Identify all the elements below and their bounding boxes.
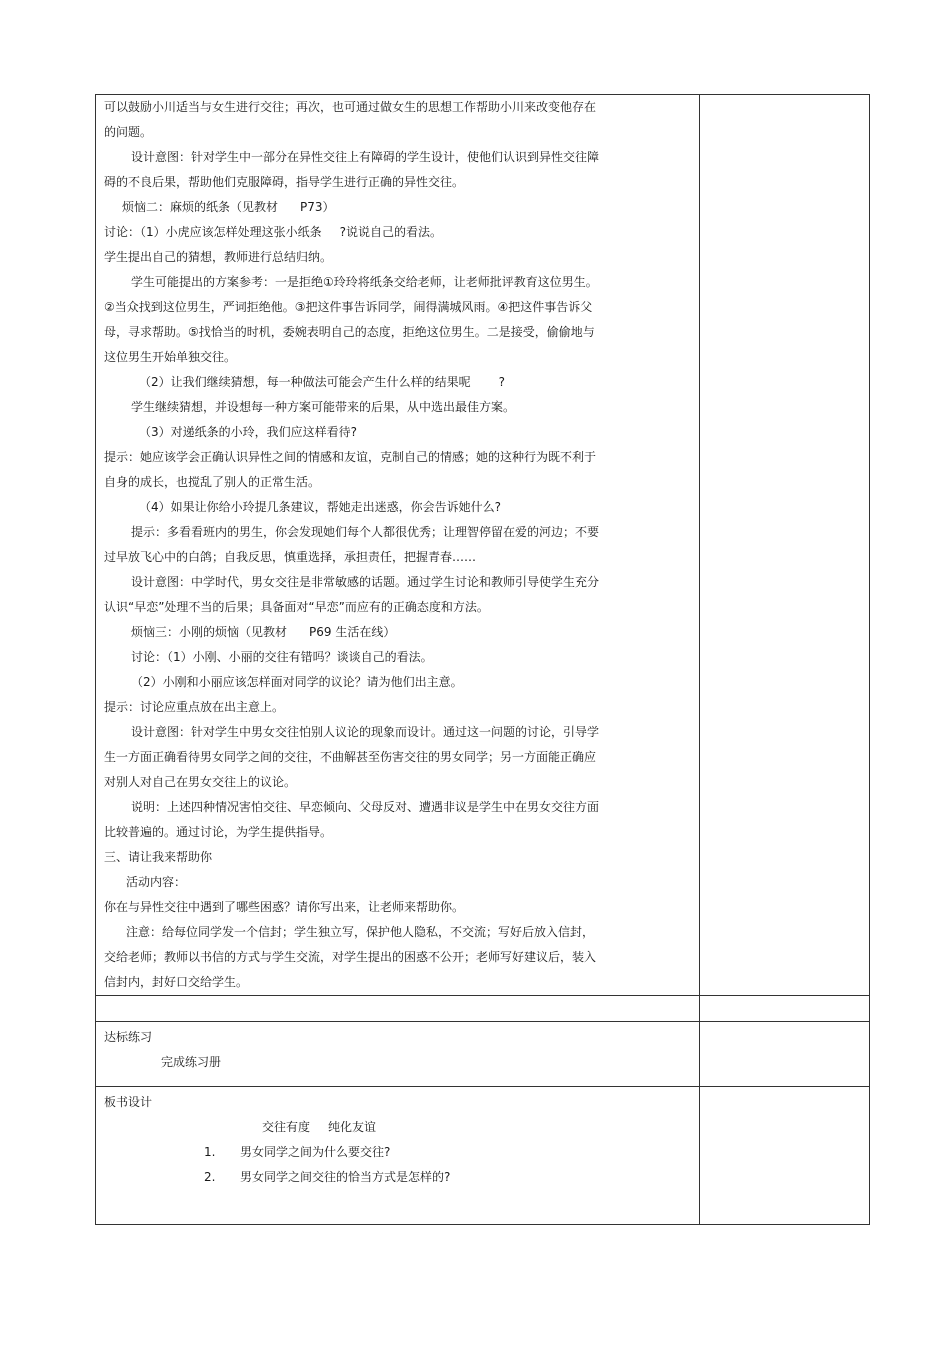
text-line bbox=[104, 620, 691, 645]
practice-notes-cell bbox=[700, 1022, 870, 1087]
text-line: 学生提出自己的猜想，教师进行总结归纳。 bbox=[104, 250, 333, 264]
board-row bbox=[96, 1087, 870, 1225]
text-line: 讨论：（1）小刚、小丽的交往有错吗？谈谈自己的看法。 bbox=[131, 650, 433, 664]
text-line: 可以鼓励小川适当与女生进行交往；再次，也可通过做女生的思想工作帮助小川来改变他存在 bbox=[104, 100, 597, 114]
text-line: 这位男生开始单独交往。 bbox=[104, 350, 237, 364]
main-content-cell bbox=[96, 95, 700, 996]
practice-row bbox=[96, 1022, 870, 1087]
board-notes-cell bbox=[700, 1087, 870, 1225]
text-line: （2）小刚和小丽应该怎样面对同学的议论？请为他们出主意。 bbox=[131, 675, 463, 689]
text-line: （4）如果让你给小玲提几条建议，帮她走出迷惑，你会告诉她什么? bbox=[139, 500, 502, 514]
text-line: 自身的成长，也搅乱了别人的正常生活。 bbox=[104, 475, 321, 489]
board-item bbox=[96, 1140, 699, 1165]
board-item-number: 1. bbox=[204, 1145, 216, 1159]
text-line: 认识“早恋”处理不当的后果；具备面对“早恋”而应有的正确态度和方法。 bbox=[104, 600, 489, 614]
content-row bbox=[96, 95, 870, 996]
text-span: 烦恼二：麻烦的纸条（见教材 bbox=[122, 200, 279, 214]
text-span: 讨论：（1）小虎应该怎样处理这张小纸条 bbox=[104, 225, 322, 239]
practice-title: 达标练习 bbox=[104, 1030, 153, 1044]
lesson-plan-page bbox=[95, 94, 869, 1225]
board-item-text: 男女同学之间交往的恰当方式是怎样的? bbox=[240, 1170, 451, 1184]
text-line bbox=[104, 195, 691, 220]
text-line: 交给老师；教师以书信的方式与学生交流，对学生提出的困惑不公开；老师写好建议后，装入 bbox=[104, 950, 597, 964]
section-heading: 三、请让我来帮助你 bbox=[104, 850, 213, 864]
text-line: 设计意图：针对学生中男女交往怕别人议论的现象而设计。通过这一问题的讨论，引导学 bbox=[131, 725, 600, 739]
board-heading-b: 纯化友谊 bbox=[328, 1120, 377, 1134]
text-line: 母，寻求帮助。⑤找恰当的时机，委婉表明自己的态度，拒绝这位男生。二是接受，偷偷地与 bbox=[104, 325, 595, 339]
lesson-plan-table bbox=[95, 94, 870, 1225]
text-line: 比较普遍的。通过讨论，为学生提供指导。 bbox=[104, 825, 333, 839]
text-span: 烦恼三：小刚的烦恼（见教材 bbox=[131, 625, 288, 639]
text-line bbox=[104, 370, 691, 395]
board-cell bbox=[96, 1087, 700, 1225]
board-heading-a: 交往有度 bbox=[262, 1120, 311, 1134]
text-line: 活动内容： bbox=[126, 875, 187, 889]
text-line: 提示：多看看班内的男生，你会发现她们每个人都很优秀；让理智停留在爱的河边；不要 bbox=[131, 525, 600, 539]
text-line: 碍的不良后果，帮助他们克服障碍，指导学生进行正确的异性交往。 bbox=[104, 175, 465, 189]
text-line: 提示：讨论应重点放在出主意上。 bbox=[104, 700, 285, 714]
board-item bbox=[96, 1165, 699, 1190]
text-line: 信封内，封好口交给学生。 bbox=[104, 975, 249, 989]
board-heading bbox=[96, 1115, 699, 1140]
text-line: （3）对递纸条的小玲，我们应这样看待? bbox=[139, 425, 358, 439]
text-line: 学生继续猜想，并设想每一种方案可能带来的后果，从中选出最佳方案。 bbox=[131, 400, 516, 414]
text-span: P69 生活在线） bbox=[309, 625, 396, 639]
board-item-text: 男女同学之间为什么要交往? bbox=[240, 1145, 391, 1159]
text-line: 生一方面正确看待男女同学之间的交往，不曲解甚至伤害交往的男女同学；另一方面能正确应 bbox=[104, 750, 597, 764]
text-line: 注意：给每位同学发一个信封；学生独立写，保护他人隐私，不交流；写好后放入信封， bbox=[126, 925, 595, 939]
empty-notes-cell bbox=[700, 996, 870, 1022]
practice-item: 完成练习册 bbox=[161, 1055, 222, 1069]
text-span: ?说说自己的看法。 bbox=[339, 225, 443, 239]
text-line: 过早放飞心中的白鸽；自我反思，慎重选择，承担责任，把握青春…… bbox=[104, 550, 477, 564]
board-title: 板书设计 bbox=[104, 1095, 153, 1109]
text-line: 学生可能提出的方案参考：一是拒绝①玲玲将纸条交给老师，让老师批评教育这位男生。 bbox=[131, 275, 598, 289]
text-line: 对别人对自己在男女交往上的议论。 bbox=[104, 775, 297, 789]
text-span: ? bbox=[498, 375, 506, 389]
text-span: （2）让我们继续猜想，每一种做法可能会产生什么样的结果呢 bbox=[139, 375, 471, 389]
text-span: P73） bbox=[300, 200, 335, 214]
text-line: 的问题。 bbox=[104, 125, 153, 139]
text-line: 设计意图：中学时代，男女交往是非常敏感的话题。通过学生讨论和教师引导使学生充分 bbox=[131, 575, 600, 589]
text-line: 设计意图：针对学生中一部分在异性交往上有障碍的学生设计，使他们认识到异性交往障 bbox=[131, 150, 600, 164]
text-line bbox=[104, 220, 691, 245]
practice-cell bbox=[96, 1022, 700, 1087]
empty-row bbox=[96, 996, 870, 1022]
text-line: 提示：她应该学会正确认识异性之间的情感和友谊，克制自己的情感；她的这种行为既不利于 bbox=[104, 450, 597, 464]
text-line: 说明：上述四种情况害怕交往、早恋倾向、父母反对、遭遇非议是学生中在男女交往方面 bbox=[131, 800, 600, 814]
notes-cell bbox=[700, 95, 870, 996]
text-line: 你在与异性交往中遇到了哪些困惑？请你写出来，让老师来帮助你。 bbox=[104, 900, 465, 914]
lesson-text bbox=[96, 95, 699, 995]
empty-main-cell bbox=[96, 996, 700, 1022]
board-item-number: 2. bbox=[204, 1170, 216, 1184]
text-line: ②当众找到这位男生，严词拒绝他。③把这件事告诉同学，闹得满城风雨。④把这件事告诉父 bbox=[104, 300, 593, 314]
